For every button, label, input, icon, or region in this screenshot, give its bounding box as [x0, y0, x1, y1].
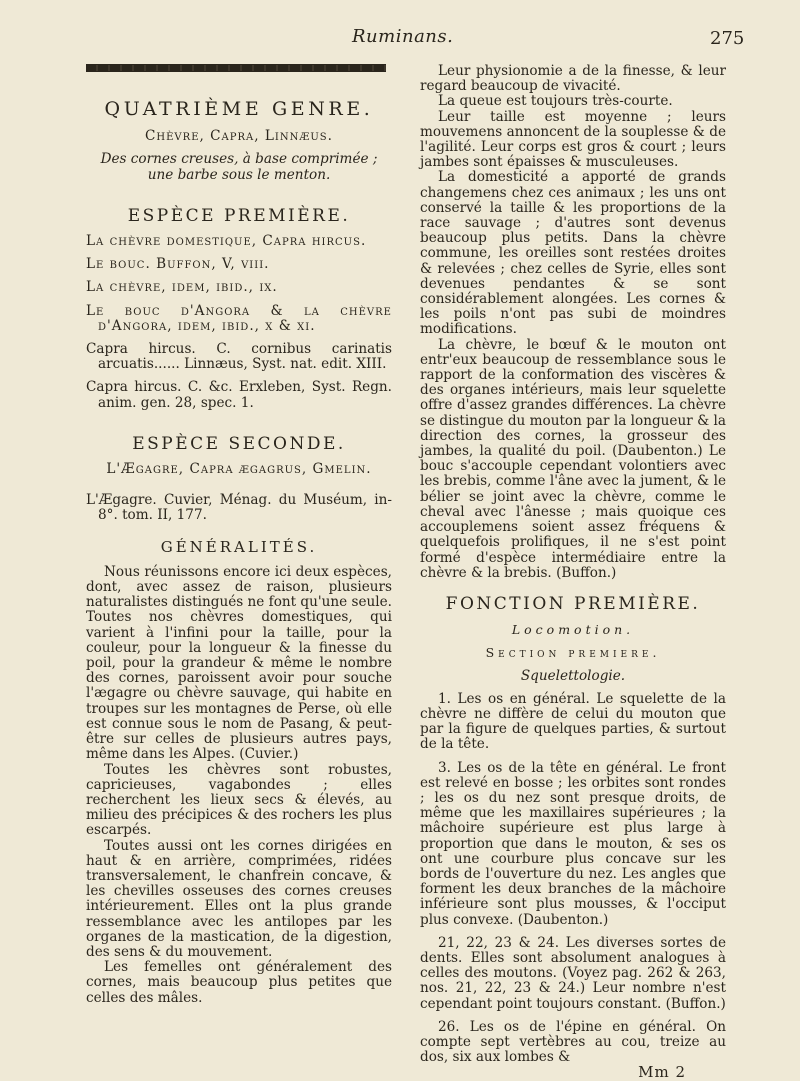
generalites-paragraph: Toutes les chèvres sont robustes, capricieuses, vagabondes ; elles recherchent les lieux secs & élevés, au milieu des précipices & des rochers les plus escarpés.	[86, 761, 392, 839]
signature-mark: Mm 2	[638, 1063, 686, 1081]
body-paragraph: Leur physionomie a de la finesse, & leur regard beaucoup de vivacité.	[420, 63, 726, 95]
decorative-rule	[86, 64, 386, 72]
espece1-title: ESPÈCE PREMIÈRE.	[127, 205, 351, 226]
left-column	[86, 64, 392, 1006]
espece1-line: La chèvre domestique, Capra hircus.	[86, 233, 367, 250]
running-title: Ruminans.	[352, 26, 454, 47]
generalites-paragraph: Toutes aussi ont les cornes dirigées en haut & en arrière, comprimées, ridées transversalement, le chanfrein concave, & les chevilles osseuses des cornes creuses intérieurement. Elles ont la plus grande ressemblance avec les antilopes par les organes de la mastication, de la digestion, des sens & du mouvement.	[86, 837, 392, 960]
fonction-title: FONCTION PREMIÈRE.	[445, 593, 701, 614]
section-title: Section premiere.	[485, 645, 661, 661]
espece1-line: Le bouc. Buffon, V, viii.	[86, 256, 270, 273]
body-paragraph: 1. Les os en général. Le squelette de la chèvre ne diffère de celui du mouton que par la figure de quelques parties, & surtout de la tête.	[420, 690, 726, 753]
page-number: 275	[710, 28, 745, 49]
genre-title: QUATRIÈME GENRE.	[104, 98, 374, 120]
genre-name: Chèvre, Capra, Linnæus.	[145, 128, 333, 145]
espece1-line: Le bouc d'Angora & la chèvre d'Angora, idem, ibid., x & xi.	[86, 302, 392, 334]
body-paragraph: 21, 22, 23 & 24. Les diverses sortes de dents. Elles sont absolument analogues à celles des moutons. (Voyez pag. 262 & 263, nos. 21, 22, 23 & 24.) Leur nombre n'est cependant point toujours constant. (Buffon.)	[420, 934, 726, 1012]
body-paragraph: La chèvre, le bœuf & le mouton ont entr'eux beaucoup de ressemblance sous le rapport de la conformation des viscères & des organes intérieurs, mais leur squelette offre d'assez grandes différences. La chèvre se distingue du mouton par la longueur & la direction des cornes, la grosseur des jambes, la qualité du poil. (Daubenton.) Le bouc s'accouple cependant volontiers avec les brebis, comme l'âne avec la jument, & le bélier se joint avec la chèvre, comme le cheval avec l'ânesse ; mais quoique ces accouplemens soient assez fréquens & quelquefois prolifiques, il ne s'est point formé d'espèce intermédiaire entre la chèvre & la brebis. (Buffon.)	[420, 336, 726, 581]
espece2-line: L'Ægagre. Cuvier, Ménag. du Muséum, in-8°. tom. II, 177.	[86, 492, 392, 524]
espece2-title: ESPÈCE SECONDE.	[132, 433, 346, 454]
right-column	[420, 64, 726, 1081]
espece1-line: Capra hircus. C. &c. Erxleben, Syst. Regn. anim. gen. 28, spec. 1.	[86, 379, 392, 411]
espece1-line: La chèvre, idem, ibid., ix.	[86, 279, 278, 296]
espece1-line: Capra hircus. C. cornibus carinatis arcuatis...... Linnæus, Syst. nat. edit. XIII.	[86, 341, 392, 373]
generalites-title: GÉNÉRALITÉS.	[160, 537, 318, 556]
body-paragraph: La domesticité a apporté de grands changemens chez ces animaux ; les uns ont conservé la taille & les proportions de la race sauvage ; d'autres sont devenus beaucoup plus petits. Dans la chèvre commune, les oreilles sont restées droites & relevées ; chez celles de Syrie, elles sont devenues pendantes & se sont considérablement alongées. Les cornes & les poils n'ont pas subi de moindres modifications.	[420, 169, 726, 338]
generalites-paragraph: Nous réunissons encore ici deux espèces, dont, avec assez de raison, plusieurs naturalistes distingués ne font qu'une seule. Toutes nos chèvres domestiques, qui varient à l'infini pour la taille, pour la couleur, pour la longueur & la finesse du poil, pour la grandeur & même le nombre des cornes, paroissent avoir pour souche l'ægagre ou chèvre sauvage, qui habite en troupes sur les montagnes de Perse, où elle est connue sous le nom de Pasang, & peut-être sur celles de plusieurs autres pays, même dans les Alpes. (Cuvier.)	[86, 563, 392, 763]
body-paragraph: La queue est toujours très-courte.	[438, 93, 673, 110]
body-paragraph: 26. Les os de l'épine en général. On compte sept vertèbres au cou, treize au dos, six aux lombes &	[420, 1018, 726, 1066]
espece2-line: L'Ægagre, Capra ægagrus, Gmelin.	[106, 461, 372, 478]
genre-description: Des cornes creuses, à base comprimée ; une barbe sous le menton.	[100, 151, 378, 183]
locomotion-heading: Locomotion.	[511, 622, 635, 638]
generalites-paragraph: Les femelles ont généralement des cornes, mais beaucoup plus petites que celles des mâles.	[86, 959, 392, 1006]
body-paragraph: Leur taille est moyenne ; leurs mouvemens annoncent de la souplesse & de l'agilité. Leur corps est gros & court ; leurs jambes sont épaisses & musculeuses.	[420, 108, 726, 171]
squelettologie-heading: Squelettologie.	[520, 667, 626, 684]
body-paragraph: 3. Les os de la tête en général. Le front est relevé en bosse ; les orbites sont rondes ; les os du nez sont presque droits, de même que les maxillaires supérieures ; la mâchoire supérieure est plus large à proportion que dans le mouton, & ses os ont une courbure plus concave sur les bords de l'ouverture du nez. Les angles que forment les deux branches de la mâchoire inférieure sont plus mousses, & l'occiput plus convexe. (Daubenton.)	[420, 759, 726, 928]
running-head	[0, 14, 800, 54]
